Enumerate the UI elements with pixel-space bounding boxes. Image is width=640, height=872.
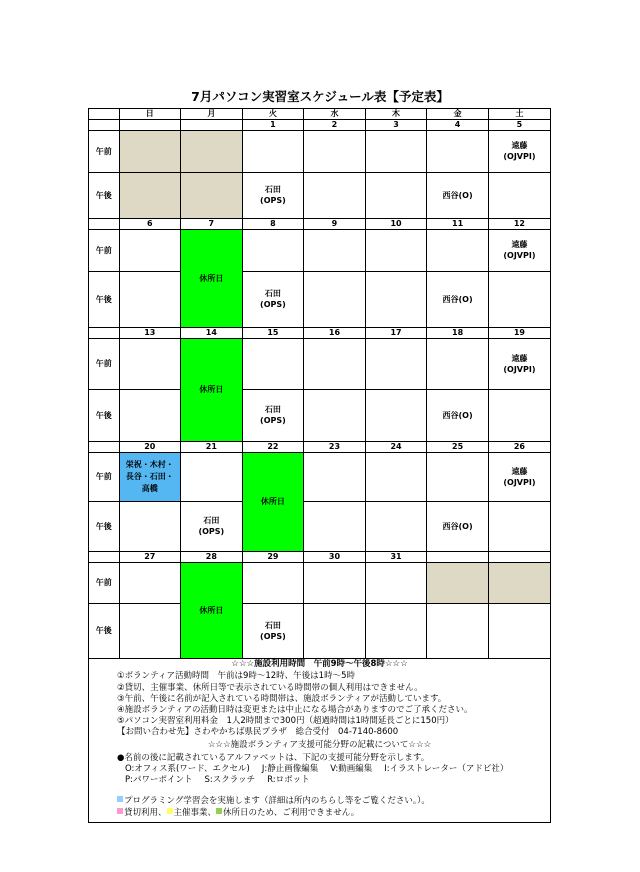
- closed-day-cell-mon: [181, 338, 243, 441]
- contact-info: 【お問い合わせ先】さわやかちば県民プラザ 総合受付 04-7140-8600: [117, 726, 399, 737]
- date-cell-sun: 20: [119, 441, 181, 452]
- cell-text-line: 遠藤: [511, 466, 528, 476]
- pm-row: [89, 501, 550, 551]
- date-cell-tue: 15: [242, 327, 304, 338]
- date-cell-thu: 10: [365, 218, 427, 229]
- slot-cell-thu-pm: [365, 603, 427, 658]
- cell-text-line: 休所日: [199, 385, 224, 394]
- skill-code: O:オフィス系(ワード、エクセル): [125, 763, 250, 774]
- slot-cell-thu-pm: [365, 501, 427, 551]
- slot-cell-thu-am: [365, 130, 427, 172]
- skill-codes-line-1: [125, 764, 508, 775]
- date-cell-thu: 3: [365, 119, 427, 130]
- slot-cell-sun-pm: [119, 501, 181, 551]
- skill-code: J:静止画像編集: [261, 763, 319, 774]
- slot-cell-sun-pm: [119, 389, 181, 441]
- header-corner: [89, 109, 119, 119]
- out-of-month-cell-sat-pm: [488, 603, 550, 658]
- cell-text-line: (OJVPI): [503, 364, 536, 374]
- cell-text-line: 石田: [203, 516, 220, 525]
- out-of-month-cell-fri-pm: [427, 603, 489, 658]
- cell-text-line: 西谷(O): [442, 294, 473, 304]
- am-label: 午前: [89, 229, 119, 271]
- date-cell-fri: 11: [427, 218, 489, 229]
- date-row-label-cell: [89, 441, 119, 452]
- out-of-month-cell-mon-pm: [181, 172, 243, 218]
- date-row-label-cell: [89, 218, 119, 229]
- slot-cell-wed-am: [304, 562, 366, 603]
- notes-section: [89, 658, 550, 822]
- weekday-header-thu: 木: [365, 109, 427, 119]
- slot-cell-sat-pm: [488, 389, 550, 441]
- cell-text-line: (OPS): [260, 196, 286, 205]
- date-cell-wed: 23: [304, 441, 366, 452]
- cell-text-line: 石田: [264, 620, 281, 630]
- skill-code: S:スクラッチ: [204, 774, 256, 785]
- event-legend-swatch: [167, 808, 173, 814]
- date-row: [89, 441, 550, 452]
- cell-text-line: (OJVPI): [503, 477, 536, 487]
- weekday-header-sat: 土: [488, 109, 550, 119]
- date-cell-sat: 19: [488, 327, 550, 338]
- slot-cell-tue-am: [242, 338, 304, 389]
- program-legend-text: プログラミング学習会を実施します（詳細は所内のちらし等をご覧ください。）。: [124, 795, 430, 806]
- date-cell-fri: 4: [427, 119, 489, 130]
- schedule-frame: [88, 108, 551, 823]
- date-cell-sat: 12: [488, 218, 550, 229]
- page-title: 7月パソコン実習室スケジュール表【予定表】: [191, 89, 449, 104]
- cell-text-line: 石田: [264, 185, 281, 194]
- slot-cell-fri-am: [427, 130, 489, 172]
- skills-intro: ●名前の後に記載されているアルファベットは、下記の支援可能分野を示します。: [117, 752, 430, 763]
- date-cell-thu: 31: [365, 551, 427, 562]
- facility-hours: ☆☆☆施設利用時間 午前9時～午後8時☆☆☆: [231, 659, 408, 669]
- cell-text-line: 石田: [264, 405, 281, 414]
- cell-text-line: (OJVPI): [503, 152, 536, 161]
- date-cell-wed: 30: [304, 551, 366, 562]
- out-of-month-cell-mon-am: [181, 130, 243, 172]
- slot-cell-tue-pm: [242, 389, 304, 441]
- skill-code: P:パワーポイント: [125, 774, 193, 785]
- pm-row: [89, 172, 550, 218]
- weekday-header-fri: 金: [427, 109, 489, 119]
- cell-text-line: 休所日: [260, 497, 285, 506]
- cell-text-line: (OJVPI): [503, 251, 536, 260]
- slot-cell-wed-am: [304, 338, 366, 389]
- date-row-label-cell: [89, 327, 119, 338]
- cell-text-line: 石田: [264, 289, 281, 298]
- weekday-header-mon: 月: [181, 109, 243, 119]
- unavailable-legend: [117, 808, 359, 819]
- slot-cell-sun-am: [119, 562, 181, 603]
- closed-day-cell-mon: [181, 229, 243, 327]
- date-cell-sat: [488, 551, 550, 562]
- cell-text-line: 長谷・石田・: [125, 471, 174, 481]
- slot-cell-mon-pm: [181, 501, 243, 551]
- cell-text-line: 高橋: [141, 483, 158, 493]
- cell-text-line: 栄祝・木村・: [125, 459, 174, 469]
- rule-private-use: ②貸切、主催事業、休所日等で表示されている時間帯の個人利用はできません。: [117, 682, 423, 693]
- cell-text-line: 西谷(O): [442, 410, 473, 420]
- slot-cell-sat-am: [488, 338, 550, 389]
- date-cell-sat: 5: [488, 119, 550, 130]
- date-cell-mon: 28: [181, 551, 243, 562]
- slot-cell-tue-am: [242, 229, 304, 271]
- slot-cell-wed-pm: [304, 603, 366, 658]
- date-cell-tue: 1: [242, 119, 304, 130]
- program-legend: [117, 796, 430, 807]
- date-cell-sun: 27: [119, 551, 181, 562]
- am-label: 午前: [89, 338, 119, 389]
- schedule-table: [89, 109, 550, 658]
- date-row-label-cell: [89, 551, 119, 562]
- program-legend-swatch: [117, 796, 123, 802]
- date-cell-fri: 18: [427, 327, 489, 338]
- skill-code: V:動画編集: [330, 763, 373, 774]
- date-cell-thu: 17: [365, 327, 427, 338]
- date-cell-tue: 22: [242, 441, 304, 452]
- slot-cell-sun-am: [119, 452, 181, 501]
- slot-cell-sat-pm: [488, 172, 550, 218]
- out-of-month-cell-fri-am: [427, 562, 489, 603]
- closed-legend-swatch: [216, 808, 222, 814]
- pm-row: [89, 389, 550, 441]
- slot-cell-wed-pm: [304, 501, 366, 551]
- slot-cell-sat-pm: [488, 501, 550, 551]
- slot-cell-tue-am: [242, 130, 304, 172]
- am-row: [89, 130, 550, 172]
- date-cell-wed: 16: [304, 327, 366, 338]
- slot-cell-thu-pm: [365, 172, 427, 218]
- slot-cell-thu-am: [365, 338, 427, 389]
- cell-text-line: 休所日: [199, 273, 224, 283]
- slot-cell-fri-pm: [427, 271, 489, 327]
- cell-text-line: 西谷(O): [442, 521, 473, 531]
- pm-row: [89, 603, 550, 658]
- cell-text-line: (OPS): [198, 527, 225, 536]
- pm-label: 午後: [89, 501, 119, 551]
- weekday-header-sun: 日: [119, 109, 181, 119]
- skill-codes-line-2: [125, 775, 310, 786]
- slot-cell-sat-pm: [488, 271, 550, 327]
- cell-text-line: 遠藤: [511, 240, 528, 249]
- slot-cell-wed-pm: [304, 389, 366, 441]
- slot-cell-sun-am: [119, 229, 181, 271]
- slot-cell-tue-am: [242, 562, 304, 603]
- slot-cell-tue-pm: [242, 603, 304, 658]
- rule-usage-fee: ⑤パソコン実習室利用料金 1人2時間まで300円（超過時間は1時間延長ごとに150円）: [117, 715, 454, 726]
- slot-cell-mon-am: [181, 452, 243, 501]
- date-cell-mon: [181, 119, 243, 130]
- weekday-header-tue: 火: [242, 109, 304, 119]
- date-cell-mon: 14: [181, 327, 243, 338]
- slot-cell-fri-pm: [427, 389, 489, 441]
- slot-cell-thu-am: [365, 452, 427, 501]
- am-row: [89, 338, 550, 389]
- closed-day-cell-tue: [242, 452, 304, 551]
- cell-text-line: 遠藤: [511, 353, 528, 363]
- rule-volunteer-hours: ①ボランティア活動時間 午前は9時～12時、午後は1時～5時: [117, 670, 355, 681]
- date-cell-wed: 2: [304, 119, 366, 130]
- slot-cell-wed-pm: [304, 172, 366, 218]
- am-row: [89, 229, 550, 271]
- slot-cell-fri-am: [427, 452, 489, 501]
- am-label: 午前: [89, 130, 119, 172]
- cell-text-line: (OPS): [260, 416, 286, 425]
- slot-cell-thu-am: [365, 562, 427, 603]
- cell-text-line: (OPS): [260, 300, 286, 309]
- event-legend-text: 主催事業、: [173, 807, 217, 818]
- date-cell-sun: [119, 119, 181, 130]
- date-row: [89, 119, 550, 130]
- slot-cell-thu-pm: [365, 271, 427, 327]
- out-of-month-cell-sun-pm: [119, 172, 181, 218]
- weekday-header-row: [89, 109, 550, 119]
- date-row: [89, 551, 550, 562]
- pm-row: [89, 271, 550, 327]
- slot-cell-tue-pm: [242, 271, 304, 327]
- slot-cell-thu-am: [365, 229, 427, 271]
- date-cell-mon: 21: [181, 441, 243, 452]
- slot-cell-sun-pm: [119, 603, 181, 658]
- schedule-body: [89, 119, 550, 658]
- pm-label: 午後: [89, 172, 119, 218]
- date-cell-tue: 29: [242, 551, 304, 562]
- slot-cell-sat-am: [488, 229, 550, 271]
- am-label: 午前: [89, 452, 119, 501]
- closed-legend-text: 休所日のため、ご利用できません。: [223, 807, 360, 818]
- date-cell-fri: 25: [427, 441, 489, 452]
- am-row: [89, 562, 550, 603]
- charter-legend-swatch: [117, 808, 123, 814]
- rule-volunteer-active: ③午前、午後に名前が記入されている時間帯は、施設ボランティアが活動しています。: [117, 693, 447, 704]
- slot-cell-wed-pm: [304, 271, 366, 327]
- rule-schedule-change: ④施設ボランティアの活動日時は変更または中止になる場合がありますのでご了承ください。: [117, 704, 473, 715]
- date-cell-sun: 6: [119, 218, 181, 229]
- date-row-label-cell: [89, 119, 119, 130]
- slot-cell-fri-am: [427, 229, 489, 271]
- skill-code: I:イラストレーター（アドビ社）: [384, 763, 509, 774]
- skill-code: R:ロボット: [267, 774, 310, 785]
- pm-label: 午後: [89, 271, 119, 327]
- date-cell-sat: 26: [488, 441, 550, 452]
- date-row: [89, 327, 550, 338]
- cell-text-line: 西谷(O): [442, 190, 473, 200]
- date-cell-thu: 24: [365, 441, 427, 452]
- date-cell-mon: 7: [181, 218, 243, 229]
- cell-text-line: 休所日: [199, 605, 224, 615]
- cell-text-line: 遠藤: [511, 141, 528, 150]
- slot-cell-fri-pm: [427, 501, 489, 551]
- slot-cell-wed-am: [304, 130, 366, 172]
- pm-label: 午後: [89, 603, 119, 658]
- closed-day-cell-mon: [181, 562, 243, 658]
- date-cell-tue: 8: [242, 218, 304, 229]
- cell-text-line: (OPS): [260, 631, 286, 641]
- am-label: 午前: [89, 562, 119, 603]
- slot-cell-wed-am: [304, 229, 366, 271]
- am-row: [89, 452, 550, 501]
- date-cell-fri: [427, 551, 489, 562]
- out-of-month-cell-sat-am: [488, 562, 550, 603]
- skills-heading: ☆☆☆施設ボランティア支援可能分野の記載について☆☆☆: [207, 739, 432, 750]
- date-row: [89, 218, 550, 229]
- pm-label: 午後: [89, 389, 119, 441]
- slot-cell-fri-am: [427, 338, 489, 389]
- slot-cell-wed-am: [304, 452, 366, 501]
- slot-cell-sun-pm: [119, 271, 181, 327]
- date-cell-sun: 13: [119, 327, 181, 338]
- slot-cell-fri-pm: [427, 172, 489, 218]
- slot-cell-thu-pm: [365, 389, 427, 441]
- slot-cell-tue-pm: [242, 172, 304, 218]
- weekday-header-wed: 水: [304, 109, 366, 119]
- slot-cell-sat-am: [488, 130, 550, 172]
- slot-cell-sun-am: [119, 338, 181, 389]
- slot-cell-sat-am: [488, 452, 550, 501]
- date-cell-wed: 9: [304, 218, 366, 229]
- charter-legend-text: 貸切利用、: [124, 807, 167, 818]
- out-of-month-cell-sun-am: [119, 130, 181, 172]
